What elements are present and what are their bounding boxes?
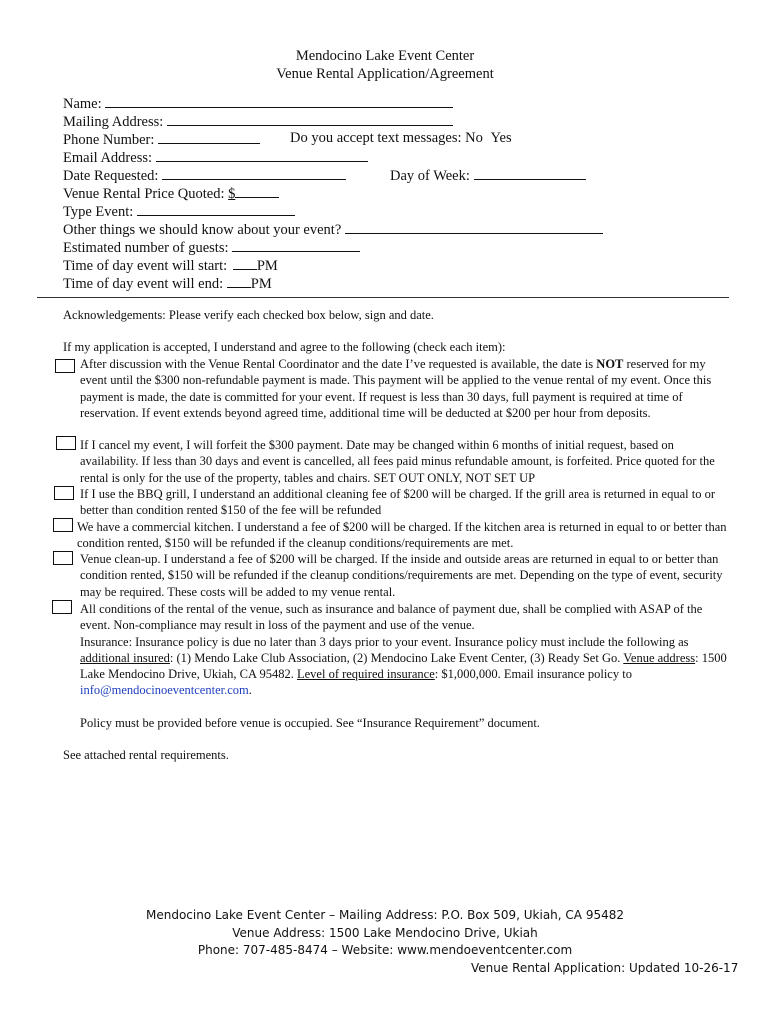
start-time-field[interactable] <box>233 256 257 270</box>
other-label: Other things we should know about your event? <box>63 222 342 238</box>
policy-note: Policy must be provided before venue is occupied. See “Insurance Requirement” document. <box>80 716 540 730</box>
mailing-address-label: Mailing Address: <box>63 114 164 130</box>
mailing-address-row <box>63 112 453 131</box>
phone-row <box>63 130 260 149</box>
text-no-option[interactable]: No <box>465 130 483 146</box>
mailing-address-field[interactable] <box>167 112 453 126</box>
end-pm-label: PM <box>250 276 272 292</box>
ack-intro: Acknowledgements: Please verify each checked box below, sign and date. <box>63 308 434 322</box>
start-time-label: Time of day event will start: <box>63 258 228 274</box>
currency-sign: $ <box>228 186 236 202</box>
item-conditions-text: All conditions of the rental of the venue, such as insurance and balance of payment due, shall be complied with ASAP of the event. Non-compliance may result in loss of the payment and use of the venue. Insurance: Insurance policy is due no later than 3 days prior to your event. Insurance policy must include the following as additional insured: (1) Mendo Lake Club Association, (2) Mendocino Lake Event Center, (3) Ready Set Go. Venue address: 1500 Lake Mendocino Drive, Ukiah, CA 95482. Level of required insurance: $1,000,000. Email insurance policy to info@mendocinoeventcenter.com. <box>80 602 727 698</box>
day-of-week-label: Day of Week: <box>390 168 470 184</box>
other-field[interactable] <box>345 220 603 234</box>
org-title: Mendocino Lake Event Center <box>295 48 475 64</box>
name-row <box>63 94 453 113</box>
checkbox-kitchen[interactable] <box>53 518 73 532</box>
item-kitchen-text: We have a commercial kitchen. I understand a fee of $200 will be charged. If the kitchen area is returned in equal to or better than condition rented, $150 will be refunded if the cleanup conditions/requirements are met. <box>77 520 727 551</box>
price-row <box>63 184 279 203</box>
date-requested-row <box>63 166 346 185</box>
item-cancellation-text: If I cancel my event, I will forfeit the $300 payment. Date may be changed within 6 months of initial request, based on availability. If less than 30 days and event is cancelled, all fees paid minus refundable amount, is forfeited. Price quoted for the rental is only for the use of the property, tables and chairs. SET OUT ONLY, NOT SET UP <box>80 438 715 485</box>
footer-updated: Venue Rental Application: Updated 10-26-17 <box>471 961 739 975</box>
insurance-email-link[interactable]: info@mendocinoeventcenter.com <box>80 683 249 698</box>
footer-contact: Phone: 707-485-8474 – Website: www.mendoeventcenter.com <box>197 943 573 957</box>
guests-row <box>63 238 360 257</box>
see-attached-note: See attached rental requirements. <box>63 748 229 762</box>
type-event-field[interactable] <box>137 202 295 216</box>
guests-field[interactable] <box>232 238 360 252</box>
price-field[interactable] <box>235 184 279 198</box>
email-row <box>63 148 368 167</box>
name-label: Name: <box>63 96 102 112</box>
text-yes-option[interactable]: Yes <box>490 130 512 146</box>
end-time-label: Time of day event will end: <box>63 276 224 292</box>
end-time-row <box>63 274 272 293</box>
phone-label: Phone Number: <box>63 132 155 148</box>
section-divider <box>37 297 729 298</box>
checkbox-cancellation[interactable] <box>56 436 76 450</box>
email-field[interactable] <box>156 148 368 162</box>
item-cleanup-text: Venue clean-up. I understand a fee of $200 will be charged. If the inside and outside areas are returned in equal to or better than condition rented, $150 will be refunded if the cleanup conditions/requirements are met. Depending on the type of event, security may be required. These costs will be added to my venue rental. <box>80 552 723 599</box>
phone-field[interactable] <box>158 130 260 144</box>
item-payment-text: After discussion with the Venue Rental Coordinator and the date I’ve requested is available, the date is NOT reserved for my event until the $300 non-refundable payment is made. This payment will be applied to the venue rental of my event. Once this payment is made, the date is committed for your event. If request is less than 30 days, full payment is required at time of reservation. If event extends beyond agreed time, additional time will be deducted at $200 per hour from deposits. <box>80 357 712 420</box>
day-of-week-field[interactable] <box>474 166 586 180</box>
ack-lead: If my application is accepted, I understand and agree to the following (check each item): <box>63 340 506 354</box>
date-requested-label: Date Requested: <box>63 168 159 184</box>
footer-mailing: Mendocino Lake Event Center – Mailing Address: P.O. Box 509, Ukiah, CA 95482 <box>145 908 624 922</box>
other-row <box>63 220 603 239</box>
text-messages-row <box>290 130 512 147</box>
checkbox-bbq[interactable] <box>54 486 74 500</box>
checkbox-payment[interactable] <box>55 359 75 373</box>
item-bbq-text: If I use the BBQ grill, I understand an additional cleaning fee of $200 will be charged. If the grill area is returned in equal to or better than condition rented $150 of the fee will be refunded <box>80 487 715 518</box>
checkbox-cleanup[interactable] <box>53 551 73 565</box>
type-event-row <box>63 202 295 221</box>
start-pm-label: PM <box>256 258 278 274</box>
name-field[interactable] <box>105 94 453 108</box>
checkbox-conditions[interactable] <box>52 600 72 614</box>
date-requested-field[interactable] <box>162 166 346 180</box>
doc-title: Venue Rental Application/Agreement <box>276 66 494 82</box>
footer-venue-address: Venue Address: 1500 Lake Mendocino Drive, Ukiah <box>232 926 538 940</box>
email-label: Email Address: <box>63 150 153 166</box>
day-of-week-row <box>390 166 586 185</box>
text-messages-label: Do you accept text messages: <box>290 130 462 146</box>
start-time-row <box>63 256 278 275</box>
type-event-label: Type Event: <box>63 204 134 220</box>
price-label: Venue Rental Price Quoted: <box>63 186 225 202</box>
end-time-field[interactable] <box>227 274 251 288</box>
guests-label: Estimated number of guests: <box>63 240 229 256</box>
